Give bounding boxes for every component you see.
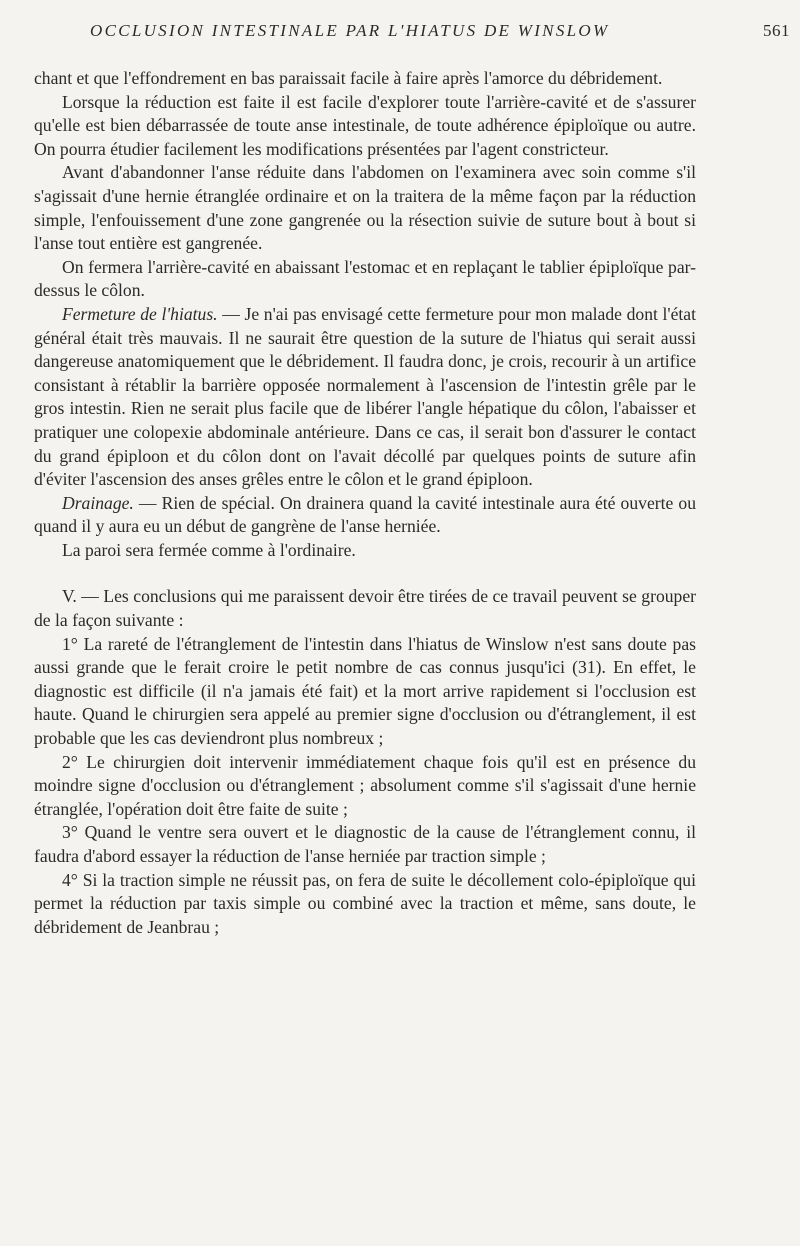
conclusion-item: 2° Le chirurgien doit intervenir immédiatement chaque fois qu'il est en présence du moindre signe d'occlusion ou d'étranglement ; absolument comme s'il s'agissait d'une hernie étranglée, l'opération doit être faite de suite ; xyxy=(34,751,696,819)
section-lead: Drainage. xyxy=(62,492,134,513)
paragraph: On fermera l'arrière-cavité en abaissant l'estomac et en replaçant le tablier épiploïque par-dessus le côlon. xyxy=(34,256,696,301)
paragraph: chant et que l'effondrement en bas paraissait facile à faire après l'amorce du débridement. xyxy=(34,68,663,88)
conclusion-item: 4° Si la traction simple ne réussit pas, on fera de suite le décollement colo-épiploïque qui permet la réduction par taxis simple ou combiné avec la traction et même, sans doute, le débridement de Jeanbrau ; xyxy=(34,869,696,937)
body-text xyxy=(34,67,696,939)
running-header xyxy=(34,16,790,46)
paragraph-conclusions: V. — Les conclusions qui me paraissent devoir être tirées de ce travail peuvent se grouper de la façon suivante : xyxy=(34,586,696,631)
conclusion-item: 3° Quand le ventre sera ouvert et le diagnostic de la cause de l'étranglement connu, il faudra d'abord essayer la réduction de l'anse herniée par traction simple ; xyxy=(34,822,696,866)
paragraph-fermeture: Fermeture de l'hiatus. — Je n'ai pas envisagé cette fermeture pour mon malade dont l'état général était très mauvais. Il ne saurait être question de la suture de l'hiatus qui serait aussi dangereuse anatomiquement que le débridement. Il faudra donc, je crois, recourir à un artifice consistant à rétablir la barrière opposée normalement à l'ascension de l'intestin grêle par le gros intestin. Rien ne serait plus facile que de libérer l'angle hépatique du côlon, l'abaisser et pratiquer une colopexie abdominale antérieure. Dans ce cas, il serait bon d'assurer le contact du grand épiploon et du côlon dont on l'avait décollé par quelques points de suture afin d'éviter l'ascension des anses grêles entre le côlon et le grand épiploon. xyxy=(34,303,696,490)
conclusion-item: 1° La rareté de l'étranglement de l'intestin dans l'hiatus de Winslow n'est sans doute pas aussi grande que le ferait croire le petit nombre de cas connus jusqu'ici (31). En effet, le diagnostic est difficile (il n'a jamais été fait) et la mort arrive rapidement si l'occlusion est haute. Quand le chirurgien sera appelé au premier signe d'occlusion ou d'étranglement, il est probable que les cas deviendront plus nombreux ; xyxy=(34,633,696,749)
paragraph: La paroi sera fermée comme à l'ordinaire. xyxy=(62,539,356,560)
running-title: OCCLUSION INTESTINALE PAR L'HIATUS DE WINSLOW xyxy=(90,21,610,40)
paragraph: Lorsque la réduction est faite il est facile d'explorer toute l'arrière-cavité et de s'assurer qu'elle est bien débarrassée de toute anse intestinale, de toute adhérence épiploïque ou autre. On pourra étudier facilement les modifications présentées par l'agent constricteur. xyxy=(34,91,696,159)
paragraph-drainage: Drainage. — Rien de spécial. On drainera quand la cavité intestinale aura été ouverte ou quand il y aura eu un début de gangrène de l'anse herniée. xyxy=(34,492,696,537)
page-number: 561 xyxy=(763,21,790,40)
section-lead: Fermeture de l'hiatus. xyxy=(62,303,218,324)
paragraph: Avant d'abandonner l'anse réduite dans l'abdomen on l'examinera avec soin comme s'il s'agissait d'une hernie étranglée ordinaire et on la traitera de la même façon par la réduction simple, l'enfouissement d'une zone gangrenée ou la résection suivie de suture bout à bout si l'anse tout entière est gangrenée. xyxy=(34,162,696,254)
